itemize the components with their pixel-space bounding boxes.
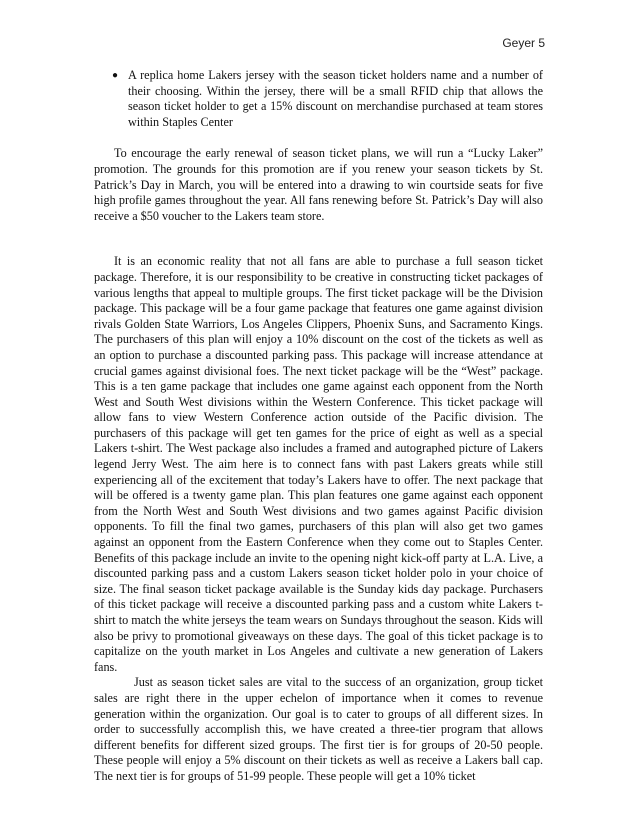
bullet-text: A replica home Lakers jersey with the season ticket holders name and a number of their choosing. Within the jersey, there will be a small RFID chip that allows the season ticket holder to get a 15% discount on merchandise purchased at team stores within Staples Center — [128, 68, 543, 129]
bullet-list — [94, 68, 543, 130]
list-item — [94, 68, 543, 130]
document-body — [94, 68, 543, 785]
paragraph-ticket-packages: It is an economic reality that not all fans are able to purchase a full season ticket package. Therefore, it is our responsibility to be creative in constructing ticket packages of various lengths that appeal to multiple groups. The first ticket package will be the Division package. This package will be a four game package that features one game against division rivals Golden State Warriors, Los Angeles Clippers, Phoenix Suns, and Sacramento Kings. The purchasers of this plan will enjoy a 10% discount on the cost of the tickets as well as an option to purchase a discounted parking pass. This package will increase attendance at crucial games against divisional foes. The next ticket package will be the “West” package. This is a ten game package that includes one game against each opponent from the North West and South West divisions within the Western Conference. This ticket package will allow fans to view Western Conference action outside of the Pacific division. The purchasers of this package will get ten games for the price of eight as well as a special Lakers t-shirt. The West package also includes a framed and autographed picture of Lakers legend Jerry West. The aim here is to connect fans with past Lakers greats while still experiencing all of the excitement that today’s Lakers have to offer. The next package that will be offered is a twenty game plan. This plan features one game against each opponent from the North West and South West divisions and two games against Pacific division opponents. To fill the final two games, purchasers of this plan will also get two games against an opponent from the Eastern Conference when they come out to Staples Center. Benefits of this package include an invite to the opening night kick-off party at L.A. Live, a discounted parking pass and a custom Lakers season ticket holder polo in your choice of size. The final season ticket package available is the Sunday kids day package. Purchasers of this ticket package will receive a discounted parking pass and a custom white Lakers t-shirt to match the white jerseys the team wears on Sundays throughout the season. Kids will also be privy to promotional giveaways on these days. The goal of this ticket package is to capitalize on the youth market in Los Angeles and cultivate a new generation of Lakers fans. — [94, 254, 543, 674]
bullet-dot-icon: ● — [112, 70, 119, 81]
paragraph-group-tickets: Just as season ticket sales are vital to the success of an organization, group ticket sales are right there in the upper echelon of importance when it comes to revenue generation within the organization. Our goal is to cater to groups of all different sizes. In order to successfully accomplish this, we have created a three-tier program that allows different benefits for different sized groups. The first tier is for groups of 20-50 people. These people will enjoy a 5% discount on their tickets as well as receive a Lakers ball cap. The next tier is for groups of 51-99 people. These people will get a 10% ticket — [94, 675, 543, 783]
page-header: Geyer 5 — [502, 36, 545, 50]
paragraph-lucky-laker: To encourage the early renewal of season ticket plans, we will run a “Lucky Laker” promotion. The grounds for this promotion are if you renew your season tickets by St. Patrick’s Day in March, you will be entered into a drawing to win courtside seats for five high profile games throughout the year. All fans renewing before St. Patrick’s Day will also receive a $50 voucher to the Lakers team store. — [94, 146, 543, 223]
